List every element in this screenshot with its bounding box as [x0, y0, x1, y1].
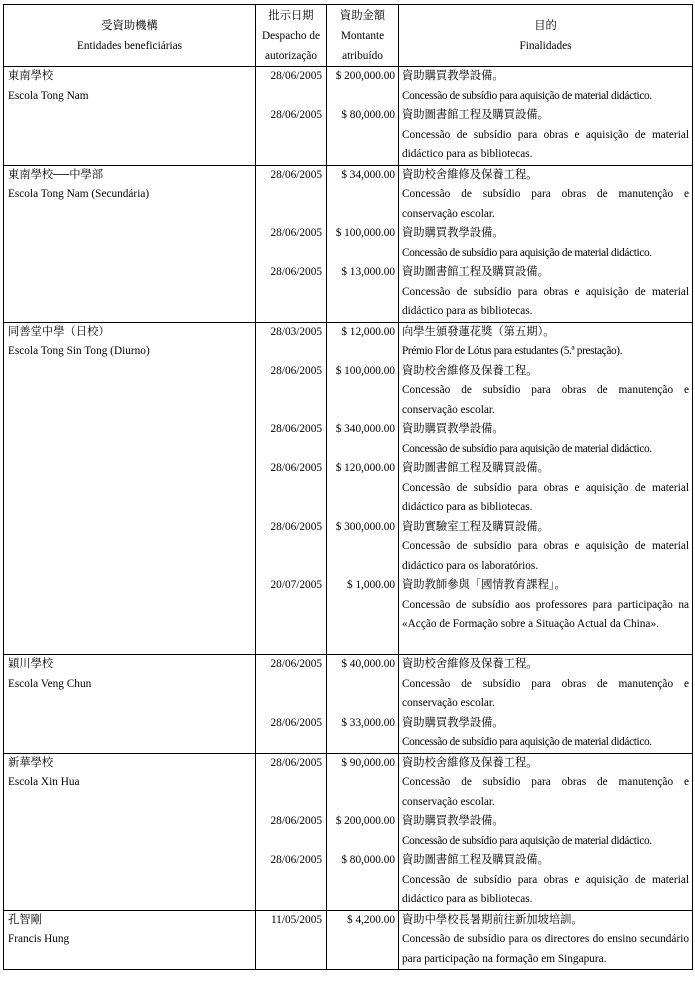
grant-purpose: [399, 655, 692, 714]
grant-amount: $ 200,000.00: [335, 70, 395, 82]
grant-purpose: [399, 106, 692, 165]
grant-purpose-zh: 資助校舍維修及保養工程。: [402, 658, 538, 670]
grant-amount: $ 100,000.00: [335, 364, 395, 377]
grant-purpose-pt: Concessão de subsídio para obras e aquisição de material didáctico para as bibliotecas.: [402, 285, 689, 317]
entity-name-pt: Escola Tong Sin Tong (Diurno): [8, 345, 150, 357]
grant-purpose-zh: 資助購買教學設備。: [402, 423, 504, 435]
grant-date: 28/06/2005: [270, 854, 322, 866]
header-entities-pt: Entidades beneficiárias: [76, 39, 183, 52]
grant-purpose: [399, 851, 692, 910]
grant-purpose-pt: Concessão de subsídio para aquisição de material didáctico.: [402, 736, 652, 748]
grant-purpose-pt: Concessão de subsídio para obras de manutenção e conservação escolar.: [402, 188, 689, 220]
amount-cell: [327, 753, 399, 910]
entity-name-pt: Francis Hung: [8, 933, 70, 945]
entity-name-pt: Escola Xin Hua: [8, 776, 80, 788]
grant-amount: $ 33,000.00: [341, 716, 395, 729]
grant-purpose-zh: 資助購買教學設備。: [402, 815, 504, 827]
grant-purpose-pt: Concessão de subsídio para aquisição de material didáctico.: [402, 442, 652, 455]
purpose-cell: [399, 322, 693, 655]
grant-date: 28/06/2005: [270, 716, 322, 729]
date-cell: [256, 67, 327, 166]
entity-cell: [4, 910, 256, 970]
purpose-cell: [399, 655, 693, 754]
grant-purpose-pt: Concessão de subsídio aos professores para participação na «Acção de Formação sobre a Situação Actual da China».: [402, 598, 689, 630]
table-row: [4, 67, 693, 166]
table-row: [4, 165, 693, 322]
amount-cell: [327, 655, 399, 754]
grant-purpose-pt: Concessão de subsídio para aquisição de material didáctico.: [402, 834, 652, 847]
table-row: [4, 655, 693, 754]
entity-cell: [4, 655, 256, 754]
grant-date: 28/06/2005: [270, 168, 322, 181]
entity-name-pt: Escola Veng Chun: [8, 677, 92, 690]
grant-purpose-pt: Concessão de subsídio para obras e aquisição de material didáctico para as bibliotecas.: [402, 873, 689, 905]
grant-amount: $ 4,200.00: [346, 913, 395, 926]
date-cell: [256, 910, 327, 970]
grant-date: 28/06/2005: [270, 70, 322, 82]
grant-purpose: [399, 166, 692, 225]
grant-amount: $ 34,000.00: [341, 168, 395, 181]
purpose-cell: [399, 753, 693, 910]
grant-amount: $ 200,000.00: [335, 815, 395, 827]
header-date: [256, 5, 327, 67]
grant-purpose-zh: 資助圖書館工程及購買設備。: [402, 854, 549, 866]
amount-cell: [327, 322, 399, 655]
grant-purpose: [399, 224, 692, 263]
amount-cell: [327, 910, 399, 970]
entity-cell: [4, 322, 256, 655]
grant-amount: $ 100,000.00: [335, 227, 395, 239]
date-cell: [256, 165, 327, 322]
grant-purpose-pt: Concessão de subsídio para aquisição de material didáctico.: [402, 89, 652, 102]
purpose-cell: [399, 910, 693, 970]
grant-amount: $ 90,000.00: [341, 756, 395, 769]
grant-purpose-pt: Concessão de subsídio para obras de manutenção e conservação escolar.: [402, 384, 689, 416]
grant-purpose-pt: Concessão de subsídio para obras e aquisição de material didáctico para as bibliotecas.: [402, 481, 689, 513]
entity-name-zh: 同善堂中學（日校）: [8, 325, 110, 338]
grant-purpose-zh: 資助圖書館工程及購買設備。: [402, 266, 549, 278]
grant-purpose-pt: Concessão de subsídio para aquisição de material didáctico.: [402, 246, 652, 259]
grant-purpose-zh: 資助校舍維修及保養工程。: [402, 364, 538, 377]
header-purpose-zh: 目的: [534, 19, 557, 32]
entity-cell: [4, 67, 256, 166]
table-row: [4, 753, 693, 910]
grant-purpose: [399, 812, 692, 851]
header-entities: [4, 5, 256, 67]
grant-purpose: [399, 518, 692, 577]
grant-purpose-zh: 資助圖書館工程及購買設備。: [402, 462, 549, 474]
grant-purpose: [399, 459, 692, 518]
date-cell: [256, 753, 327, 910]
grant-date: 28/03/2005: [270, 325, 322, 338]
grant-amount: $ 12,000.00: [341, 325, 395, 338]
grant-purpose: [399, 323, 692, 362]
grant-purpose-zh: 資助中學校長暑期前往新加坡培訓。: [402, 913, 583, 926]
entity-name-pt: Escola Tong Nam (Secundária): [8, 188, 150, 200]
entity-name-zh: 東南學校: [8, 70, 54, 82]
grant-purpose-zh: 向學生頒發蓮花獎（第五期）。: [402, 325, 555, 338]
header-date-zh: 批示日期: [268, 9, 314, 22]
header-purpose-pt: Finalidades: [519, 39, 572, 52]
entity-cell: [4, 165, 256, 322]
grant-purpose-pt: Concessão de subsídio para obras e aquisição de material didáctico para as bibliotecas.: [402, 128, 689, 160]
grant-purpose-zh: 資助實驗室工程及購買設備。: [402, 520, 549, 533]
header-amount-pt1: Montante: [340, 29, 385, 42]
grant-date: 11/05/2005: [270, 913, 322, 926]
purpose-cell: [399, 67, 693, 166]
grant-amount: $ 1,000.00: [346, 579, 395, 591]
grant-purpose: [399, 67, 692, 106]
grant-purpose-zh: 資助購買教學設備。: [402, 70, 504, 82]
grant-purpose-pt: Concessão de subsídio para obras de manutenção e conservação escolar.: [402, 776, 689, 808]
grant-purpose-zh: 資助圖書館工程及購買設備。: [402, 109, 549, 121]
grant-date: 28/06/2005: [270, 266, 322, 278]
grant-purpose-pt: Concessão de subsídio para obras e aquisição de material didáctico para os laboratórios.: [402, 540, 689, 572]
entity-name-zh: 孔智剛: [8, 913, 42, 926]
grant-amount: $ 80,000.00: [341, 109, 395, 121]
entity-name-pt: Escola Tong Nam: [8, 89, 89, 102]
grant-purpose-zh: 資助教師參與「國情教育課程」。: [402, 579, 566, 591]
grant-date: 20/07/2005: [270, 579, 322, 591]
grants-table: [3, 4, 693, 970]
grant-date: 28/06/2005: [270, 815, 322, 827]
grant-purpose-zh: 資助校舍維修及保養工程。: [402, 168, 538, 181]
header-entities-zh: 受資助機構: [101, 19, 158, 32]
amount-cell: [327, 165, 399, 322]
header-amount-zh: 資助金額: [339, 9, 386, 22]
grant-amount: $ 340,000.00: [335, 423, 395, 435]
grant-purpose: [399, 263, 692, 322]
grant-date: 28/06/2005: [270, 109, 322, 121]
header-amount-pt2: atribuído: [342, 49, 383, 62]
grant-amount: $ 300,000.00: [335, 520, 395, 533]
amount-cell: [327, 67, 399, 166]
grant-date: 28/06/2005: [270, 756, 322, 769]
entity-name-zh: 東南學校──中學部: [8, 168, 104, 181]
grant-purpose-pt: Concessão de subsídio para obras de manutenção e conservação escolar.: [402, 677, 689, 709]
entity-name-zh: 穎川學校: [8, 658, 54, 670]
grant-purpose: [399, 754, 692, 813]
grant-purpose: [399, 911, 692, 970]
table-row: [4, 910, 693, 970]
grant-date: 28/06/2005: [270, 520, 322, 533]
header-purpose: [399, 5, 693, 67]
header-amount: [327, 5, 399, 67]
grant-purpose-zh: 資助校舍維修及保養工程。: [402, 756, 538, 769]
grant-date: 28/06/2005: [270, 658, 322, 670]
date-cell: [256, 322, 327, 655]
grant-date: 28/06/2005: [270, 462, 322, 474]
grant-date: 28/06/2005: [270, 227, 322, 239]
grant-purpose: [399, 362, 692, 421]
grant-date: 28/06/2005: [270, 423, 322, 435]
table-row: [4, 322, 693, 655]
entity-name-zh: 新華學校: [8, 756, 54, 769]
grant-purpose-pt: Prémio Flor de Lótus para estudantes (5.ª prestação).: [402, 345, 623, 357]
grant-purpose: [399, 714, 692, 753]
grant-purpose-pt: Concessão de subsídio para os directores do ensino secundário para participação na formação em Singapura.: [402, 933, 689, 965]
grant-amount: $ 40,000.00: [341, 658, 395, 670]
entity-cell: [4, 753, 256, 910]
grant-amount: $ 80,000.00: [341, 854, 395, 866]
grant-purpose: [399, 420, 692, 459]
header-date-pt1: Despacho de: [261, 29, 321, 42]
date-cell: [256, 655, 327, 754]
table-header-row: [4, 5, 693, 67]
grant-amount: $ 13,000.00: [341, 266, 395, 278]
grant-purpose: [399, 576, 692, 654]
grant-amount: $ 120,000.00: [335, 462, 395, 474]
grant-date: 28/06/2005: [270, 364, 322, 377]
header-date-pt2: autorização: [264, 49, 318, 62]
grant-purpose-zh: 資助購買教學設備。: [402, 716, 504, 729]
grant-purpose-zh: 資助購買教學設備。: [402, 227, 504, 239]
purpose-cell: [399, 165, 693, 322]
